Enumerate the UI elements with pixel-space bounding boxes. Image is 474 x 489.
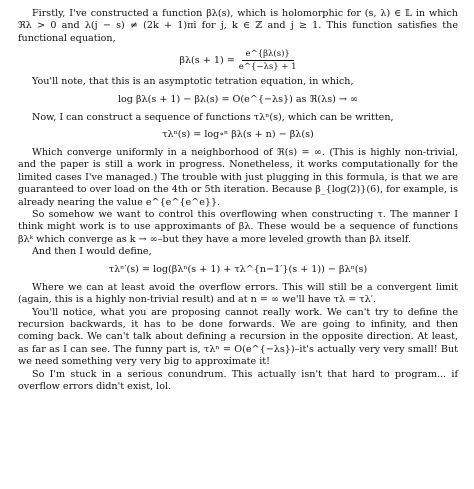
equation-4: τλⁿ′(s) = log(βλⁿ(s + 1) + τλ^{n−1′}(s + 1)) − βλⁿ(s): [108, 263, 368, 275]
paragraph-4: Which converge uniformly in a neighborhood of ℜ(s) = ∞. (This is highly non-trivial, and the paper is still a work in progress. Nonetheless, it works computationally for the limited cases I've managed.) The trouble with just plugging in this formula, is that we are guaranteed to over load on the 4th or 5th iteration. Because β_{log(2)}(6), for example, is already nearing the value e^{e^{e^e}}.: [18, 147, 458, 208]
paragraph-1: Firstly, I've constructed a function βλ(s), which is holomorphic for (s, λ) ∈ 𝕃 in which ℜλ > 0 and λ(j − s) ≠ (2k + 1)πi for j, k ∈ ℤ and j ≥ 1. This function satisfies the functional equation,: [18, 8, 458, 44]
equation-3: τλⁿ(s) = log∘ⁿ βλ(s + n) − βλ(s): [162, 129, 314, 141]
paragraph-6: And then I would define,: [32, 246, 152, 258]
paragraph-7: Where we can at least avoid the overflow errors. This will still be a convergent limit (again, this is a highly non-trivial result) and at n = ∞ we'll have τλ = τλ′.: [18, 281, 458, 306]
equation-2: log βλ(s + 1) − βλ(s) = O(e^{−λs}) as ℜ(λs) → ∞: [117, 93, 359, 105]
paragraph-2: You'll note, that this is an asymptotic tetration equation, in which,: [32, 76, 354, 88]
equation-1-denominator: e^{−λs} + 1: [238, 62, 297, 73]
equation-1: [18, 49, 458, 72]
paragraph-8: You'll notice, what you are proposing cannot really work. We can't try to define the recursion backwards, it has to be done forwards. We are going to infinity, and then coming back. We can't talk about defining a recursion in the opposite direction. At least, as far as I can see. The funny part is, τλⁿ = O(e^{−λs})–it's actually very very small! But we need something very very big to approximate it!: [18, 306, 458, 368]
equation-1-lhs: βλ(s + 1) =: [179, 55, 235, 67]
paragraph-9: So I'm stuck in a serious conundrum. This actually isn't that hard to program... if overflow errors didn't exist, lol.: [18, 368, 458, 392]
paragraph-3: Now, I can construct a sequence of functions τλⁿ(s), which can be written,: [32, 111, 394, 123]
equation-1-fraction: [239, 49, 297, 72]
equation-1-numerator: e^{βλ(s)}: [242, 49, 294, 61]
paragraph-5: So somehow we want to control this overflowing when constructing τ. The manner I think might work is to use approximants of βλ. These would be a sequence of functions βλᵏ which converge as k → ∞–but they have a more leveled growth than βλ itself.: [18, 209, 458, 245]
